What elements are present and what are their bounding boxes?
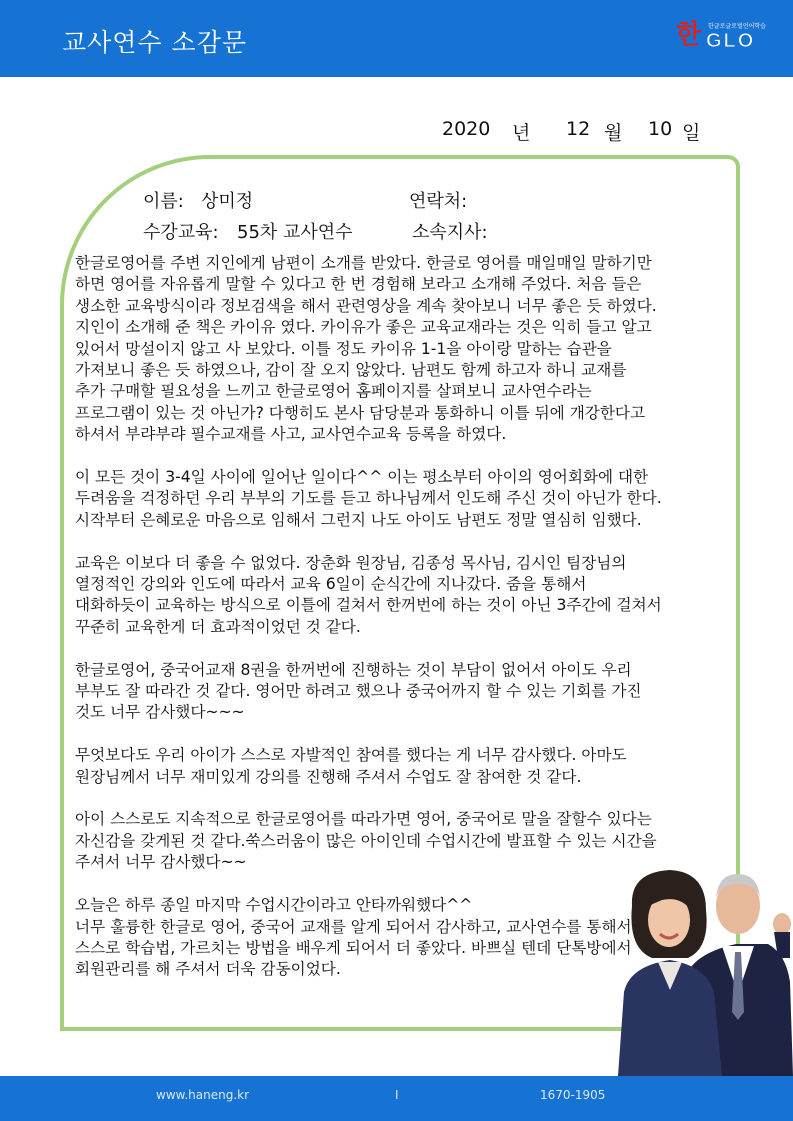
footer-separator: I [395,1088,399,1102]
course-value: 55차 교사연수 [237,222,353,243]
date-month: 12 [566,118,591,140]
header-bar [0,0,793,77]
logo-tagline: 한글로글로벌언어학습 [708,23,766,30]
footer-phone: 1670-1905 [540,1088,606,1102]
footer-website-link[interactable]: www.haneng.kr [156,1088,250,1102]
date-year: 2020 [442,118,491,140]
logo-text: GLO [706,30,756,52]
paragraph: 한글로영어를 주변 지인에게 남편이 소개를 받았다. 한글로 영어를 매일매일 말하기만 하면 영어를 자유롭게 말할 수 있다고 한 번 경험해 보라고 소개해 주었다. 처음 들은 생소한 교육방식이라 정보검색을 해서 관련영상을 계속 찾아보니 너무 좋은 듯 하였다. 지인이 소개해 준 책은 카이유 였다. 카이유가 좋은 교육교재라는 것은 익히 들고 알고 있어서 망설이지 않고 사 보았다. 이틀 정도 카이유 1-1을 아이랑 말하는 습관을 가져보니 좋은 듯 하였으나, 감이 잘 오지 않았다. 남편도 함께 하고자 하니 교재를 추가 구매할 필요성을 느끼고 한글로영어 홈페이지를 살펴보니 교사연수라는 프로그램이 있는 것 아닌가? 다행히도 본사 담당분과 통화하니 이틀 뒤에 개강한다고 하셔서 부랴부랴 필수교재를 사고, 교사연수교육 등록을 하였다. [75,254,657,444]
logo-mark: 한 [676,20,702,50]
hanglo-logo[interactable] [676,18,776,58]
name-value: 상미정 [201,191,254,212]
date-day: 10 [648,118,673,140]
paragraph: 한글로영어, 중국어교재 8권을 한꺼번에 진행하는 것이 부담이 없어서 아이도 우리 부부도 잘 따라간 것 같다. 영어만 하려고 했으나 중국어까지 할 수 있는 기회를 가진 것도 너무 감사했다~~~ [75,660,642,722]
paragraph: 이 모든 것이 3-4일 사이에 일어난 일이다^^ 이는 평소부터 아이의 영어회화에 대한 두려움을 걱정하던 우리 부부의 기도를 듣고 하나님께서 인도해 주신 것이 아닌가 한다. 시작부터 은혜로운 마음으로 임해서 그런지 나도 아이도 남편도 정말 열심히 임했다. [75,468,662,529]
contact-label: 연락처: [409,191,468,212]
branch-label: 소속지사: [412,222,488,243]
date-day-unit: 일 [682,122,701,144]
course-label: 수강교육: [143,222,219,243]
page-title: 교사연수 소감문 [62,28,247,57]
author-photo [618,862,793,1076]
name-label: 이름: [143,191,184,212]
paragraph: 오늘은 하루 종일 마지막 수업시간이라고 안타까워했다^^ 너무 훌륭한 한글로 영어, 중국어 교재를 알게 되어서 감사하고, 교사연수를 통해서 스스로 학습법, 가르치는 방법을 배우게 되어서 더 좋았다. 바쁘실 텐데 단톡방에서 회원관리를 해 주셔서 더욱 감동이었다. [75,896,632,979]
date-month-unit: 월 [604,122,623,144]
footer-bar [0,1076,793,1121]
date-year-unit: 년 [512,122,531,144]
paragraph: 무엇보다도 우리 아이가 스스로 자발적인 참여를 했다는 게 너무 감사했다. 아마도 원장님께서 너무 재미있게 강의를 진행해 주셔서 수업도 잘 참여한 것 같다. [75,746,627,786]
paragraph: 교육은 이보다 더 좋을 수 없었다. 장춘화 원장님, 김종성 목사님, 김시인 팀장님의 열정적인 강의와 인도에 따라서 교육 6일이 순식간에 지나갔다. 줌을 통해서 대화하듯이 교육하는 방식으로 이틀에 걸쳐서 한꺼번에 하는 것이 아닌 3주간에 걸쳐서 꾸준히 교육한게 더 효과적이었던 것 같다. [75,553,662,636]
paragraph: 아이 스스로도 지속적으로 한글로영어를 따라가면 영어, 중국어로 말을 잘할수 있다는 자신감을 갖게된 것 같다.쑥스러움이 많은 아이인데 수업시간에 발표할 수 있는 시간을 주셔서 너무 감사했다~~ [75,810,657,872]
